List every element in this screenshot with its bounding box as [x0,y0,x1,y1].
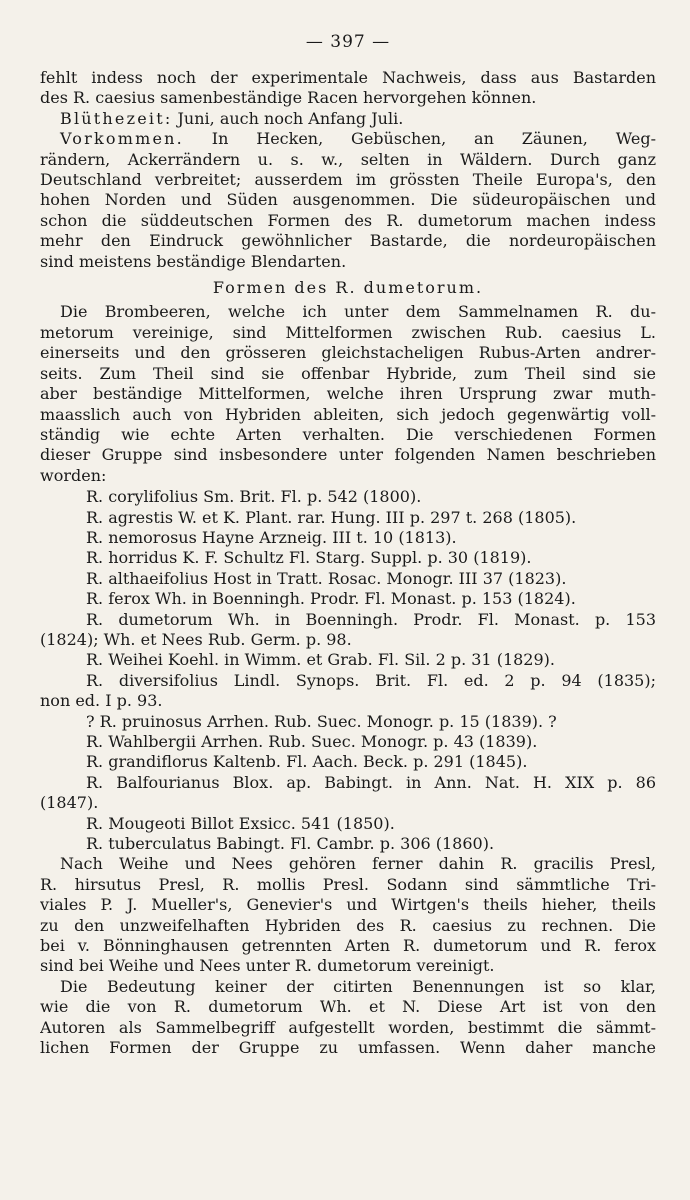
bluethezeit-label: Blüthezeit: [60,108,173,128]
paragraph-line: Die Brombeeren, welche ich unter dem Sammelnamen R. du- [60,302,656,322]
paragraph-line: des R. caesius samenbeständige Racen hervorgehen können. [40,88,537,108]
synonym-entry: R. dumetorum Wh. in Boenningh. Prodr. Fl. Monast. p. 153 [86,609,656,629]
bluethezeit-line [40,109,656,129]
paragraph-line: Autoren als Sammelbegriff aufgestellt worden, bestimmt die sämmt- [40,1017,656,1037]
section-heading: Formen des R. dumetorum. [212,278,484,298]
synonym-entry: R. agrestis W. et K. Plant. rar. Hung. III p. 297 t. 268 (1805). [86,507,577,527]
paragraph-line: viales P. J. Mueller's, Genevier's und Wirtgen's theils hieher, theils [40,895,656,915]
synonym-entry: R. nemorosus Hayne Arzneig. III t. 10 (1813). [86,527,457,547]
paragraph-line: metorum vereinige, sind Mittelformen zwischen Rub. caesius L. [40,322,656,342]
vorkommen-line [40,129,656,149]
vorkommen-label: Vorkommen. [60,129,184,149]
paragraph-line: dieser Gruppe sind insbesondere unter folgenden Namen beschrieben [40,445,656,465]
paragraph-line: fehlt indess noch der experimentale Nachweis, dass aus Bastarden [40,68,656,87]
synonym-entry: R. althaeifolius Host in Tratt. Rosac. Monogr. III 37 (1823). [86,568,567,588]
paragraph-line: zu den unzweifelhaften Hybriden des R. caesius zu rechnen. Die [40,915,656,935]
paragraph-line: schon die süddeutschen Formen des R. dumetorum machen indess [40,210,656,230]
paragraph-line: sind bei Weihe und Nees unter R. dumetorum vereinigt. [40,956,495,976]
paragraph-line: R. hirsutus Presl, R. mollis Presl. Sodann sind sämmtliche Tri- [40,874,656,894]
paragraph-line: hohen Norden und Süden ausgenommen. Die südeuropäischen und [40,190,656,210]
synonym-entry-continuation: non ed. I p. 93. [40,691,163,711]
paragraph-line: Deutschland verbreitet; ausserdem im grössten Theile Europa's, den [40,170,656,190]
paragraph-line: rändern, Ackerrändern u. s. w., selten in Wäldern. Durch ganz [40,149,656,169]
paragraph-line: sind meistens beständige Blendarten. [40,251,347,271]
synonym-entry: R. Mougeoti Billot Exsicc. 541 (1850). [86,813,395,833]
synonym-entry: R. grandiflorus Kaltenb. Fl. Aach. Beck. p. 291 (1845). [86,752,528,772]
synonym-entry: ? R. pruinosus Arrhen. Rub. Suec. Monogr. p. 15 (1839). ? [86,711,557,731]
synonym-entry: R. Weihei Koehl. in Wimm. et Grab. Fl. Sil. 2 p. 31 (1829). [86,650,555,670]
paragraph-line: Die Bedeutung keiner der citirten Benennungen ist so klar, [60,976,656,996]
synonym-entry: R. corylifolius Sm. Brit. Fl. p. 542 (1800). [86,487,422,507]
paragraph-line: bei v. Bönninghausen getrennten Arten R. dumetorum und R. ferox [40,936,656,956]
synonym-entry: R. Wahlbergii Arrhen. Rub. Suec. Monogr. p. 43 (1839). [86,732,538,751]
synonym-entry: R. tuberculatus Babingt. Fl. Cambr. p. 306 (1860). [86,834,495,854]
synonym-entry: R. diversifolius Lindl. Synops. Brit. Fl. ed. 2 p. 94 (1835); [86,670,656,690]
synonym-entry: R. Balfourianus Blox. ap. Babingt. in Ann. Nat. H. XIX p. 86 [86,772,656,792]
paragraph-line: maasslich auch von Hybriden ableiten, sich jedoch gegenwärtig voll- [40,404,656,424]
paragraph-line: lichen Formen der Gruppe zu umfassen. Wenn daher manche [40,1038,656,1058]
paragraph-line: einerseits und den grösseren gleichstacheligen Rubus-Arten andrer- [40,343,656,363]
paragraph-line: wie die von R. dumetorum Wh. et N. Diese Art ist von den [40,997,656,1017]
synonym-entry-continuation: (1847). [40,793,99,813]
vorkommen-text: In Hecken, Gebüschen, an Zäunen, Weg- [183,129,656,149]
paragraph-line: ständig wie echte Arten verhalten. Die verschiedenen Formen [40,424,656,444]
paragraph-line: Nach Weihe und Nees gehören ferner dahin R. gracilis Presl, [60,854,656,874]
synonym-entry: R. ferox Wh. in Boenningh. Prodr. Fl. Monast. p. 153 (1824). [86,589,576,609]
paragraph-line: seits. Zum Theil sind sie offenbar Hybride, zum Theil sind sie [40,363,656,383]
synonym-entry: R. horridus K. F. Schultz Fl. Starg. Suppl. p. 30 (1819). [86,548,532,568]
paragraph-line: aber beständige Mittelformen, welche ihren Ursprung zwar muth- [40,384,656,404]
bluethezeit-text: Juni, auch noch Anfang Juli. [172,108,404,128]
paragraph-line: mehr den Eindruck gewöhnlicher Bastarde, die nordeuropäischen [40,231,656,251]
page-number: — 397 — [305,32,391,52]
paragraph-line: worden: [40,465,107,485]
synonym-entry-continuation: (1824); Wh. et Nees Rub. Germ. p. 98. [40,629,352,649]
